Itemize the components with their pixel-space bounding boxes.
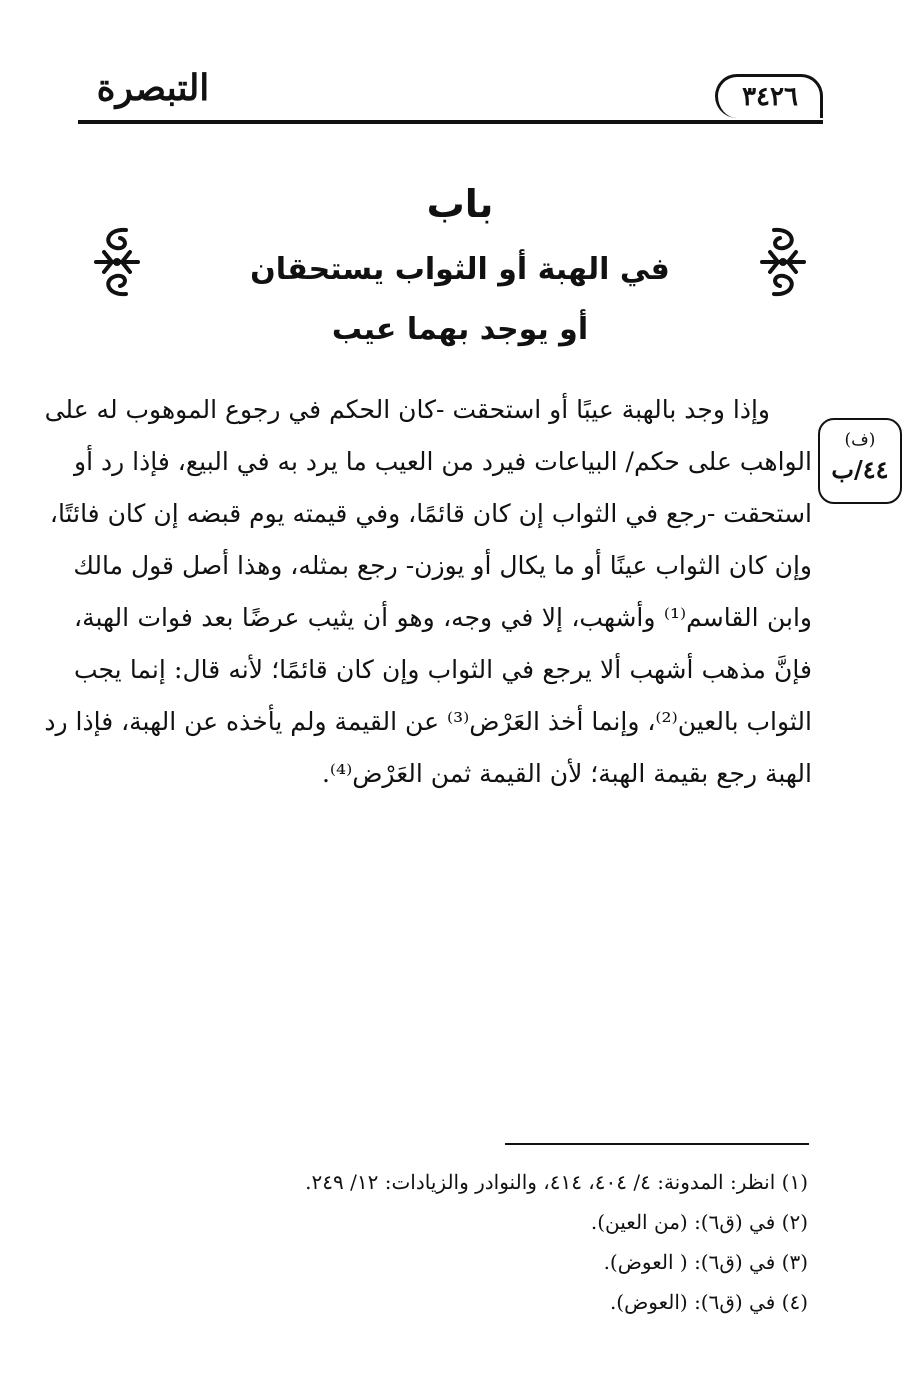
footnotes: [200, 1162, 808, 1322]
folio-number: ٤٤/ب: [831, 455, 889, 484]
footnote: (٣) في (ق٦): ( العوض).: [603, 1250, 808, 1274]
footnote: (١) انظر: المدونة: ٤/ ٤٠٤، ٤١٤، والنوادر والزيادات: ١٢/ ٢٤٩.: [305, 1170, 808, 1194]
folio-label: (ف): [844, 430, 876, 450]
chapter-subheading: في الهبة أو الثواب يستحقان: [250, 252, 670, 287]
manuscript-folio-note: [818, 418, 902, 504]
footnote: (٢) في (ق٦): (من العين).: [590, 1210, 808, 1234]
text-line: فإنَّ مذهب أشهب ألا يرجع في الثواب وإن كان قائمًا؛ لأنه قال: إنما يجب: [74, 655, 812, 684]
header-rule: [78, 120, 823, 124]
chapter-heading: باب: [426, 182, 494, 226]
footnote: (٤) في (ق٦): (العوض).: [609, 1290, 808, 1314]
text-line: الواهب على حكم/ البياعات فيرد من العيب ما يرد به في البيع، فإذا رد أو: [74, 447, 812, 476]
chapter-subheading: أو يوجد بهما عيب: [331, 312, 589, 347]
arabesque-ornament-icon: [752, 222, 814, 302]
page-number: ٣٤٢٦: [742, 82, 798, 112]
footnote-separator: [505, 1143, 809, 1145]
text-line: الهبة رجع بقيمة الهبة؛ لأن القيمة ثمن العَرْض⁽⁴⁾.: [321, 759, 812, 788]
running-title: التبصرة: [96, 67, 210, 109]
text-line: وابن القاسم⁽¹⁾ وأشهب، إلا في وجه، وهو أن يثيب عرضًا بعد فوات الهبة،: [74, 603, 812, 632]
arabesque-ornament-icon: [86, 222, 148, 302]
text-line: وإن كان الثواب عينًا أو ما يكال أو يوزن- رجع بمثله، وهذا أصل قول مالك: [73, 551, 812, 580]
text-line: استحقت -رجع في الثواب إن كان قائمًا، وفي قيمته يوم قبضه إن كان فائتًا،: [49, 499, 812, 528]
body-paragraph: [44, 384, 812, 800]
text-line: الثواب بالعين⁽²⁾، وإنما أخذ العَرْض⁽³⁾ عن القيمة ولم يأخذه عن الهبة، فإذا رد: [44, 707, 812, 736]
text-line: وإذا وجد بالهبة عيبًا أو استحقت -كان الحكم في رجوع الموهوب له على: [44, 395, 770, 424]
